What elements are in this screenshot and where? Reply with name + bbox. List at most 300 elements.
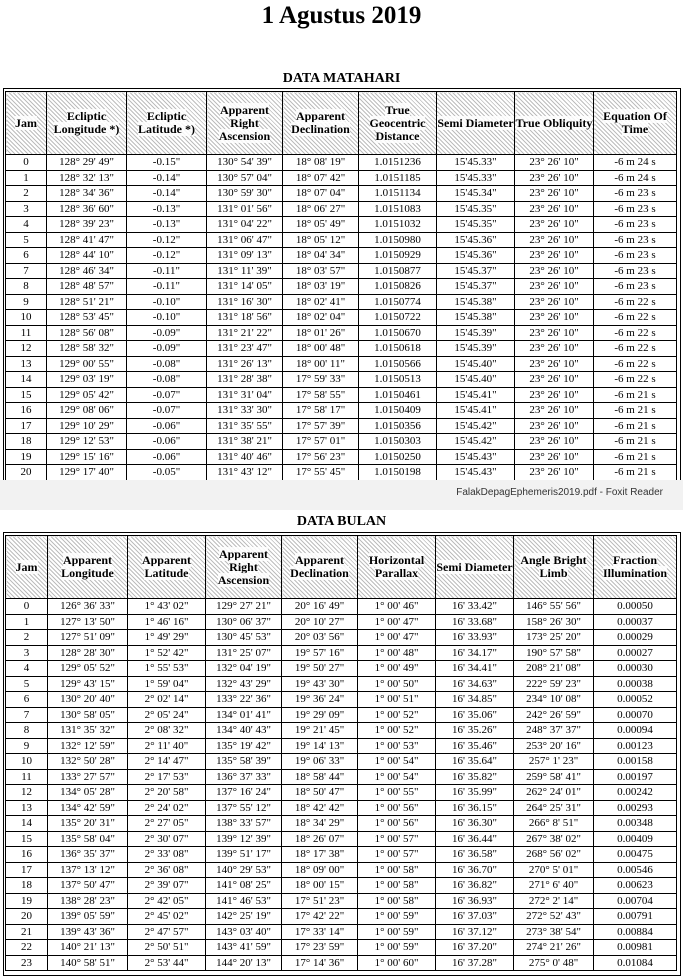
table-cell: -6 m 23 s: [594, 201, 677, 217]
moon-header-7: [514, 536, 594, 599]
table-cell: 130° 59' 30": [207, 186, 283, 202]
moon-header-label: Jam: [15, 559, 38, 574]
table-cell: 16' 37.03": [436, 909, 514, 925]
table-cell: 8: [6, 723, 48, 739]
table-cell: 130° 20' 40": [48, 692, 128, 708]
table-cell: 139° 05' 59": [48, 909, 128, 925]
table-cell: 2° 39' 07": [128, 878, 206, 894]
table-cell: 16' 35.99": [436, 785, 514, 801]
table-cell: 15'45.37": [437, 279, 515, 295]
moon-header-label: Apparent Longitude: [61, 553, 114, 580]
table-cell: 18° 09' 00": [282, 862, 358, 878]
table-cell: 0.00475: [594, 847, 677, 863]
table-cell: -6 m 21 s: [594, 465, 677, 481]
table-cell: 242° 26' 59": [514, 707, 594, 723]
table-cell: 1.0151236: [359, 155, 437, 171]
table-cell: 128° 36' 60": [47, 201, 127, 217]
table-cell: -0.07": [127, 403, 207, 419]
table-cell: 9: [6, 738, 48, 754]
table-row: [6, 645, 677, 661]
table-cell: 1.0150513: [359, 372, 437, 388]
table-cell: 0.00037: [594, 614, 677, 630]
sun-header-label: Ecliptic Latitude *): [138, 109, 195, 136]
table-cell: -0.06": [127, 449, 207, 465]
table-cell: -0.13": [127, 217, 207, 233]
table-cell: -6 m 22 s: [594, 325, 677, 341]
table-cell: 3: [6, 201, 47, 217]
table-cell: 1° 43' 02": [128, 599, 206, 615]
table-cell: 1° 00' 59": [358, 909, 436, 925]
moon-header-label: Horizontal Parallax: [368, 553, 425, 580]
table-cell: 17° 56' 23": [283, 449, 359, 465]
table-cell: 0.00123: [594, 738, 677, 754]
table-cell: 173° 25' 20": [514, 630, 594, 646]
table-cell: 18° 00' 15": [282, 878, 358, 894]
table-cell: 23° 26' 10": [515, 325, 594, 341]
table-cell: 131° 33' 30": [207, 403, 283, 419]
table-cell: 0.00242: [594, 785, 677, 801]
sun-header-label: Equation Of Time: [603, 109, 667, 136]
table-cell: 16' 33.93": [436, 630, 514, 646]
table-cell: -0.06": [127, 418, 207, 434]
table-cell: 23° 26' 10": [515, 341, 594, 357]
sun-section-title: DATA MATAHARI: [282, 71, 401, 86]
table-cell: 22: [6, 940, 48, 956]
table-cell: 257° 1' 23": [514, 754, 594, 770]
table-cell: 1.0151134: [359, 186, 437, 202]
table-cell: 130° 54' 39": [207, 155, 283, 171]
table-cell: 0.00409: [594, 831, 677, 847]
table-cell: -6 m 21 s: [594, 403, 677, 419]
table-cell: 23: [6, 955, 48, 971]
table-cell: 18° 05' 12": [283, 232, 359, 248]
table-cell: 2° 17' 53": [128, 769, 206, 785]
table-cell: 129° 43' 15": [48, 676, 128, 692]
table-cell: 128° 46' 34": [47, 263, 127, 279]
sun-header-label: Semi Diameter: [437, 115, 514, 130]
table-cell: 10: [6, 310, 47, 326]
table-row: [6, 217, 677, 233]
table-cell: 0: [6, 599, 48, 615]
sun-header-label: Apparent Declination: [291, 109, 350, 136]
table-row: [6, 387, 677, 403]
table-cell: 18° 03' 19": [283, 279, 359, 295]
table-cell: 274° 21' 26": [514, 940, 594, 956]
table-cell: 132° 12' 59": [48, 738, 128, 754]
table-cell: 15'45.39": [437, 325, 515, 341]
table-cell: 190° 57' 58": [514, 645, 594, 661]
table-cell: 0.00293: [594, 800, 677, 816]
table-row: [6, 155, 677, 171]
table-row: [6, 449, 677, 465]
table-cell: 1.0150929: [359, 248, 437, 264]
table-row: [6, 201, 677, 217]
table-cell: 134° 01' 41": [206, 707, 282, 723]
sun-header-7: [515, 92, 594, 155]
table-cell: 23° 26' 10": [515, 449, 594, 465]
table-cell: 130° 45' 53": [206, 630, 282, 646]
table-cell: -6 m 22 s: [594, 372, 677, 388]
table-cell: 15'45.40": [437, 372, 515, 388]
table-cell: -0.12": [127, 248, 207, 264]
table-cell: 128° 58' 32": [47, 341, 127, 357]
table-cell: 2° 45' 02": [128, 909, 206, 925]
moon-header-label: Apparent Declination: [290, 553, 349, 580]
table-cell: 16' 36.30": [436, 816, 514, 832]
table-cell: 19° 57' 16": [282, 645, 358, 661]
table-cell: 1° 00' 56": [358, 816, 436, 832]
table-row: [6, 248, 677, 264]
table-cell: 17: [6, 418, 47, 434]
table-cell: 1° 00' 49": [358, 661, 436, 677]
table-cell: 208° 21' 08": [514, 661, 594, 677]
table-row: [6, 924, 677, 940]
moon-header-6: [436, 536, 514, 599]
table-cell: 0.00050: [594, 599, 677, 615]
table-cell: 128° 41' 47": [47, 232, 127, 248]
table-cell: 15'45.40": [437, 356, 515, 372]
table-cell: -6 m 23 s: [594, 248, 677, 264]
table-cell: -0.14": [127, 186, 207, 202]
table-cell: 11: [6, 769, 48, 785]
table-cell: 15'45.34": [437, 186, 515, 202]
table-cell: 20° 16' 49": [282, 599, 358, 615]
table-cell: 18° 00' 11": [283, 356, 359, 372]
table-cell: -0.11": [127, 263, 207, 279]
table-cell: 135° 58' 04": [48, 831, 128, 847]
table-cell: 19: [6, 893, 48, 909]
table-cell: 17° 33' 14": [282, 924, 358, 940]
table-cell: 2° 47' 57": [128, 924, 206, 940]
table-cell: 7: [6, 263, 47, 279]
sun-header-2: [127, 92, 207, 155]
table-row: [6, 310, 677, 326]
table-cell: 16' 35.82": [436, 769, 514, 785]
table-cell: 1.0150409: [359, 403, 437, 419]
table-cell: -0.07": [127, 387, 207, 403]
table-row: [6, 614, 677, 630]
table-cell: 16' 35.64": [436, 754, 514, 770]
table-cell: 16' 36.58": [436, 847, 514, 863]
table-cell: 20° 03' 56": [282, 630, 358, 646]
table-cell: 5: [6, 676, 48, 692]
table-cell: 1: [6, 614, 48, 630]
table-cell: 16: [6, 847, 48, 863]
table-cell: 0.01084: [594, 955, 677, 971]
table-row: [6, 356, 677, 372]
table-cell: 131° 01' 56": [207, 201, 283, 217]
table-cell: 2° 24' 02": [128, 800, 206, 816]
moon-header-label: Apparent Latitude: [141, 553, 192, 580]
table-cell: 12: [6, 785, 48, 801]
table-cell: -0.10": [127, 310, 207, 326]
table-cell: 14: [6, 816, 48, 832]
table-row: [6, 893, 677, 909]
table-cell: -6 m 23 s: [594, 279, 677, 295]
table-cell: 134° 42' 59": [48, 800, 128, 816]
table-cell: 15'45.37": [437, 263, 515, 279]
table-cell: 15: [6, 831, 48, 847]
table-cell: 0.00348: [594, 816, 677, 832]
table-cell: 128° 28' 30": [48, 645, 128, 661]
table-cell: 139° 51' 17": [206, 847, 282, 863]
table-cell: 5: [6, 232, 47, 248]
table-cell: 18° 07' 04": [283, 186, 359, 202]
table-cell: 18° 06' 27": [283, 201, 359, 217]
table-cell: 132° 04' 19": [206, 661, 282, 677]
table-cell: 1° 00' 54": [358, 754, 436, 770]
sun-header-label: Ecliptic Longitude *): [53, 109, 120, 136]
table-cell: 1° 00' 46": [358, 599, 436, 615]
sun-header-label: True Geocentric Distance: [369, 102, 426, 143]
table-cell: 138° 33' 57": [206, 816, 282, 832]
table-cell: 234° 10' 08": [514, 692, 594, 708]
table-cell: 16' 34.17": [436, 645, 514, 661]
table-cell: 15'45.39": [437, 341, 515, 357]
sun-header-label: Apparent Right Ascension: [218, 102, 271, 143]
table-cell: 15'45.35": [437, 217, 515, 233]
table-cell: 1° 00' 53": [358, 738, 436, 754]
table-cell: 131° 16' 30": [207, 294, 283, 310]
table-cell: 0.00981: [594, 940, 677, 956]
table-cell: 1.0150198: [359, 465, 437, 481]
table-cell: 16' 34.85": [436, 692, 514, 708]
table-cell: 1° 00' 56": [358, 800, 436, 816]
table-row: [6, 465, 677, 481]
table-cell: -0.15": [127, 155, 207, 171]
table-cell: -6 m 21 s: [594, 418, 677, 434]
table-cell: 23° 26' 10": [515, 248, 594, 264]
table-cell: 16' 37.28": [436, 955, 514, 971]
table-cell: 131° 35' 55": [207, 418, 283, 434]
table-cell: 18° 01' 26": [283, 325, 359, 341]
table-cell: 262° 24' 01": [514, 785, 594, 801]
sun-header-0: [6, 92, 47, 155]
sun-header-3: [207, 92, 283, 155]
table-cell: 131° 38' 21": [207, 434, 283, 450]
table-cell: 1° 00' 57": [358, 831, 436, 847]
table-cell: 128° 53' 45": [47, 310, 127, 326]
table-cell: 135° 58' 39": [206, 754, 282, 770]
table-cell: 15'45.36": [437, 232, 515, 248]
table-cell: 1.0150826: [359, 279, 437, 295]
table-cell: 127° 51' 09": [48, 630, 128, 646]
table-row: [6, 909, 677, 925]
table-cell: 1° 59' 04": [128, 676, 206, 692]
table-cell: 1.0151032: [359, 217, 437, 233]
table-cell: 18° 02' 41": [283, 294, 359, 310]
table-cell: 131° 40' 46": [207, 449, 283, 465]
table-cell: 266° 8' 51": [514, 816, 594, 832]
table-cell: 0.00027: [594, 645, 677, 661]
table-cell: 2° 20' 58": [128, 785, 206, 801]
table-cell: 16' 36.44": [436, 831, 514, 847]
table-cell: 0.00884: [594, 924, 677, 940]
table-cell: -6 m 22 s: [594, 310, 677, 326]
table-cell: -6 m 24 s: [594, 170, 677, 186]
table-row: [6, 940, 677, 956]
table-cell: 1.0150461: [359, 387, 437, 403]
table-cell: 131° 11' 39": [207, 263, 283, 279]
table-cell: 4: [6, 661, 48, 677]
table-cell: 1° 00' 47": [358, 614, 436, 630]
table-row: [6, 862, 677, 878]
table-cell: -6 m 23 s: [594, 217, 677, 233]
table-cell: 23° 26' 10": [515, 170, 594, 186]
table-cell: 264° 25' 31": [514, 800, 594, 816]
table-cell: 2° 50' 51": [128, 940, 206, 956]
table-cell: 15'45.33": [437, 155, 515, 171]
table-cell: 1.0150980: [359, 232, 437, 248]
table-row: [6, 676, 677, 692]
table-cell: 19° 50' 27": [282, 661, 358, 677]
table-row: [6, 279, 677, 295]
table-cell: 143° 03' 40": [206, 924, 282, 940]
table-cell: 21: [6, 924, 48, 940]
table-cell: 0.00704: [594, 893, 677, 909]
table-cell: 15'45.41": [437, 403, 515, 419]
table-cell: 128° 34' 36": [47, 186, 127, 202]
table-cell: 131° 06' 47": [207, 232, 283, 248]
table-cell: 2° 11' 40": [128, 738, 206, 754]
table-row: [6, 599, 677, 615]
table-cell: 18° 17' 38": [282, 847, 358, 863]
table-cell: 16' 34.63": [436, 676, 514, 692]
table-cell: 129° 12' 53": [47, 434, 127, 450]
table-cell: 23° 26' 10": [515, 232, 594, 248]
table-cell: 19° 06' 33": [282, 754, 358, 770]
table-cell: 137° 55' 12": [206, 800, 282, 816]
table-row: [6, 294, 677, 310]
table-row: [6, 754, 677, 770]
table-cell: 15'45.33": [437, 170, 515, 186]
table-row: [6, 403, 677, 419]
table-row: [6, 418, 677, 434]
table-cell: 129° 17' 40": [47, 465, 127, 481]
table-cell: 23° 26' 10": [515, 434, 594, 450]
table-cell: 2° 05' 24": [128, 707, 206, 723]
table-cell: 16' 35.26": [436, 723, 514, 739]
table-row: [6, 232, 677, 248]
table-row: [6, 707, 677, 723]
table-cell: 18° 08' 19": [283, 155, 359, 171]
table-row: [6, 878, 677, 894]
table-cell: -0.09": [127, 341, 207, 357]
table-cell: 9: [6, 294, 47, 310]
table-cell: 130° 06' 37": [206, 614, 282, 630]
table-cell: -6 m 23 s: [594, 232, 677, 248]
table-cell: 267° 38' 02": [514, 831, 594, 847]
table-cell: 19° 29' 09": [282, 707, 358, 723]
table-cell: -6 m 24 s: [594, 155, 677, 171]
table-cell: 222° 59' 23": [514, 676, 594, 692]
table-cell: 141° 46' 53": [206, 893, 282, 909]
table-cell: 15'45.42": [437, 418, 515, 434]
table-cell: 133° 27' 57": [48, 769, 128, 785]
moon-header-5: [358, 536, 436, 599]
table-cell: 130° 57' 04": [207, 170, 283, 186]
table-cell: 1° 00' 58": [358, 893, 436, 909]
table-cell: 1.0150303: [359, 434, 437, 450]
table-cell: 1° 00' 50": [358, 676, 436, 692]
table-cell: 130° 58' 05": [48, 707, 128, 723]
sun-data-table: [5, 91, 677, 481]
table-cell: 13: [6, 800, 48, 816]
table-cell: 131° 14' 05": [207, 279, 283, 295]
table-cell: 2° 36' 08": [128, 862, 206, 878]
table-cell: 23° 26' 10": [515, 403, 594, 419]
table-cell: 20: [6, 465, 47, 481]
table-cell: 12: [6, 341, 47, 357]
table-cell: 1.0150566: [359, 356, 437, 372]
table-cell: 15'45.38": [437, 294, 515, 310]
table-cell: 17° 57' 39": [283, 418, 359, 434]
table-cell: 18° 50' 47": [282, 785, 358, 801]
table-cell: 18: [6, 434, 47, 450]
table-row: [6, 372, 677, 388]
table-cell: 131° 31' 04": [207, 387, 283, 403]
table-cell: 1.0150722: [359, 310, 437, 326]
table-row: [6, 263, 677, 279]
table-cell: 128° 29' 49": [47, 155, 127, 171]
table-cell: 2° 42' 05": [128, 893, 206, 909]
sun-header-8: [594, 92, 677, 155]
table-cell: 23° 26' 10": [515, 294, 594, 310]
table-cell: 137° 16' 24": [206, 785, 282, 801]
table-cell: -0.05": [127, 465, 207, 481]
table-cell: 18° 07' 42": [283, 170, 359, 186]
table-cell: 146° 55' 56": [514, 599, 594, 615]
table-cell: 17° 23' 59": [282, 940, 358, 956]
table-cell: 18: [6, 878, 48, 894]
table-cell: 134° 40' 43": [206, 723, 282, 739]
table-cell: 15'45.36": [437, 248, 515, 264]
table-cell: 129° 00' 55": [47, 356, 127, 372]
table-cell: 18° 26' 07": [282, 831, 358, 847]
table-cell: -0.06": [127, 434, 207, 450]
table-cell: 131° 21' 22": [207, 325, 283, 341]
table-cell: 129° 03' 19": [47, 372, 127, 388]
table-row: [6, 800, 677, 816]
table-cell: 18° 05' 49": [283, 217, 359, 233]
table-cell: 2° 08' 32": [128, 723, 206, 739]
table-cell: 1.0150670: [359, 325, 437, 341]
table-cell: 134° 05' 28": [48, 785, 128, 801]
table-cell: -6 m 21 s: [594, 387, 677, 403]
table-cell: 128° 51' 21": [47, 294, 127, 310]
table-cell: 6: [6, 248, 47, 264]
table-cell: 3: [6, 645, 48, 661]
table-cell: 1° 00' 58": [358, 878, 436, 894]
table-cell: 0.00094: [594, 723, 677, 739]
table-cell: 0.00197: [594, 769, 677, 785]
table-cell: 17° 58' 17": [283, 403, 359, 419]
table-cell: 17: [6, 862, 48, 878]
table-row: [6, 847, 677, 863]
table-cell: 19° 14' 13": [282, 738, 358, 754]
moon-data-table: [5, 535, 677, 971]
table-cell: 16' 36.93": [436, 893, 514, 909]
sun-header-label: Jam: [15, 115, 37, 130]
table-cell: 129° 27' 21": [206, 599, 282, 615]
table-cell: 23° 26' 10": [515, 279, 594, 295]
sun-header-4: [283, 92, 359, 155]
table-row: [6, 434, 677, 450]
moon-header-8: [594, 536, 677, 599]
table-cell: 248° 37' 37": [514, 723, 594, 739]
table-cell: 126° 36' 33": [48, 599, 128, 615]
table-cell: 131° 09' 13": [207, 248, 283, 264]
